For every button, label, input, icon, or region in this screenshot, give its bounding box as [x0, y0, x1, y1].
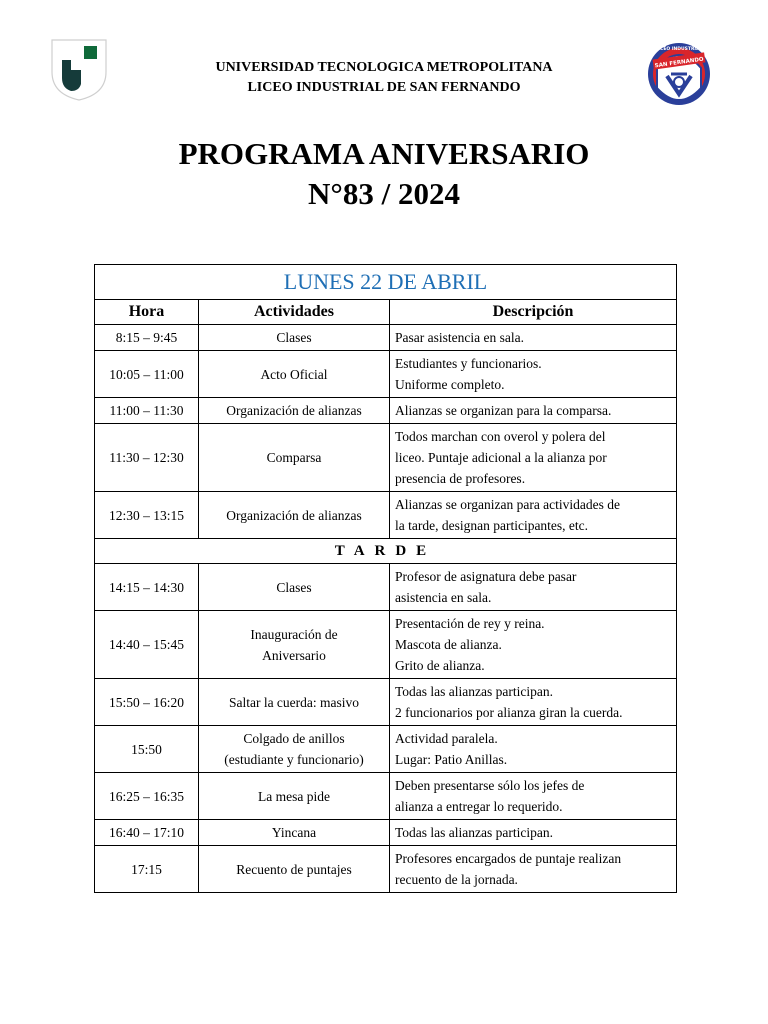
cell-line: Aniversario — [262, 647, 326, 663]
cell-line: Grito de alianza. — [395, 658, 485, 673]
cell-line: Clases — [276, 579, 312, 595]
cell-line: Inauguración de — [250, 626, 338, 642]
cell-line: presencia de profesores. — [395, 471, 526, 486]
actividad-cell — [199, 424, 390, 492]
table-row — [95, 773, 677, 820]
title-line-2: N°83 / 2024 — [308, 176, 460, 211]
actividad-cell — [199, 846, 390, 893]
table-row — [95, 564, 677, 611]
cell-line: la tarde, designan participantes, etc. — [395, 518, 589, 533]
descripcion-cell — [390, 492, 677, 539]
cell-line: 2 funcionarios por alianza giran la cuerda. — [395, 705, 623, 720]
cell-line: recuento de la jornada. — [395, 872, 518, 887]
cell-line: La mesa pide — [258, 788, 330, 804]
hora-cell: 11:30 – 12:30 — [95, 424, 199, 492]
actividad-cell — [199, 611, 390, 679]
actividad-cell — [199, 820, 390, 846]
cell-line: Uniforme completo. — [395, 377, 505, 392]
emblem-top-text: LICEO INDUSTRIAL — [655, 47, 703, 52]
title-line-1: PROGRAMA ANIVERSARIO — [178, 136, 590, 171]
descripcion-cell — [390, 773, 677, 820]
table-row — [95, 492, 677, 539]
cell-line: Todas las alianzas participan. — [395, 684, 553, 699]
cell-line: Alianzas se organizan para actividades de — [395, 497, 621, 512]
cell-line: (estudiante y funcionario) — [224, 752, 364, 767]
cell-line: Clases — [276, 330, 312, 345]
cell-line: Alianzas se organizan para la comparsa. — [395, 403, 612, 418]
school-name: LICEO INDUSTRIAL DE SAN FERNANDO — [247, 80, 521, 95]
actividad-cell — [199, 679, 390, 726]
descripcion-cell — [390, 726, 677, 773]
cell-line: Organización de alianzas — [226, 507, 362, 523]
cell-line: Pasar asistencia en sala. — [395, 330, 524, 345]
cell-line: Saltar la cuerda: masivo — [228, 694, 360, 710]
actividad-cell — [199, 492, 390, 539]
table-row — [95, 351, 677, 398]
cell-line: Deben presentarse sólo los jefes de — [395, 778, 585, 793]
descripcion-cell — [390, 398, 677, 424]
actividad-cell — [199, 726, 390, 773]
cell-line: Recuento de puntajes — [236, 861, 352, 877]
hora-cell: 16:25 – 16:35 — [95, 773, 199, 820]
column-header-row — [95, 300, 677, 325]
cell-line: Mascota de alianza. — [395, 637, 502, 652]
table-row — [95, 325, 677, 351]
cell-line: Todos marchan con overol y polera del — [395, 429, 606, 444]
cell-line: Estudiantes y funcionarios. — [395, 356, 542, 371]
emblem-band-text: SAN FERNANDO — [654, 56, 705, 70]
descripcion-cell — [390, 564, 677, 611]
hora-cell: 10:05 – 11:00 — [95, 351, 199, 398]
table-row — [95, 679, 677, 726]
cell-line: Organización de alianzas — [226, 403, 362, 418]
hora-cell: 16:40 – 17:10 — [95, 820, 199, 846]
table-row — [95, 846, 677, 893]
table-row — [95, 611, 677, 679]
tarde-label: TARDE — [95, 539, 677, 564]
actividad-cell — [199, 325, 390, 351]
descripcion-cell — [390, 679, 677, 726]
hora-cell: 14:40 – 15:45 — [95, 611, 199, 679]
cell-line: Todas las alianzas participan. — [395, 825, 553, 840]
actividad-cell — [199, 773, 390, 820]
hora-cell: 8:15 – 9:45 — [95, 325, 199, 351]
cell-line: Profesores encargados de puntaje realizan — [395, 851, 622, 866]
column-header-hora: Hora — [95, 300, 199, 325]
descripcion-cell — [390, 325, 677, 351]
cell-line: Actividad paralela. — [395, 731, 498, 746]
cell-line: Colgado de anillos — [243, 731, 345, 746]
cell-line: alianza a entregar lo requerido. — [395, 799, 563, 814]
column-header-descripcion: Descripción — [390, 300, 677, 325]
hora-cell: 12:30 – 13:15 — [95, 492, 199, 539]
hora-cell: 17:15 — [95, 846, 199, 893]
actividad-cell — [199, 398, 390, 424]
descripcion-cell — [390, 846, 677, 893]
cell-line: Yincana — [271, 825, 317, 840]
cell-line: Profesor de asignatura debe pasar — [395, 569, 577, 584]
cell-line: Presentación de rey y reina. — [395, 616, 545, 631]
schedule-table — [94, 264, 677, 893]
descripcion-cell — [390, 611, 677, 679]
cell-line: asistencia en sala. — [395, 590, 492, 605]
table-row — [95, 820, 677, 846]
table-row — [95, 398, 677, 424]
hora-cell: 15:50 – 16:20 — [95, 679, 199, 726]
university-name: UNIVERSIDAD TECNOLOGICA METROPOLITANA — [215, 60, 553, 75]
tarde-section-row — [95, 539, 677, 564]
day-heading-row — [95, 265, 677, 300]
cell-line: Acto Oficial — [260, 366, 328, 382]
day-heading: LUNES 22 DE ABRIL — [95, 265, 677, 300]
cell-line: Lugar: Patio Anillas. — [395, 752, 508, 767]
descripcion-cell — [390, 351, 677, 398]
column-header-actividades: Actividades — [199, 300, 390, 325]
hora-cell: 15:50 — [95, 726, 199, 773]
program-title — [0, 134, 768, 214]
actividad-cell — [199, 351, 390, 398]
hora-cell: 11:00 – 11:30 — [95, 398, 199, 424]
descripcion-cell — [390, 424, 677, 492]
actividad-cell — [199, 564, 390, 611]
institution-header — [0, 58, 768, 98]
hora-cell: 14:15 – 14:30 — [95, 564, 199, 611]
cell-line: Comparsa — [266, 450, 322, 465]
table-row — [95, 424, 677, 492]
cell-line: liceo. Puntaje adicional a la alianza por — [395, 450, 607, 465]
descripcion-cell — [390, 820, 677, 846]
table-row — [95, 726, 677, 773]
